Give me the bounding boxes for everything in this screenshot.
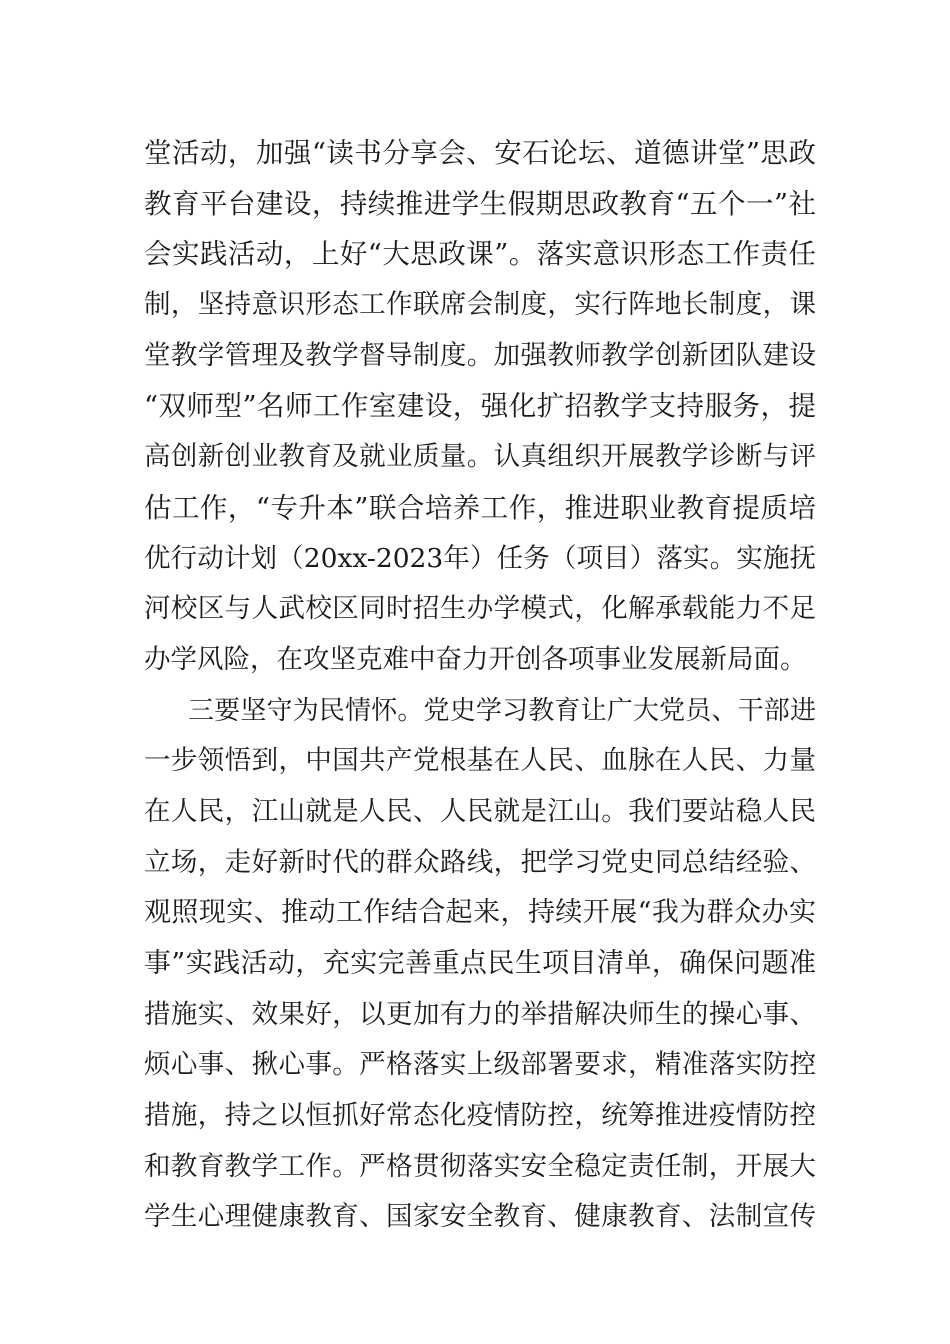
text-line: 措施，持之以恒抓好常态化疫情防控，统筹推进疫情防控 [144, 1100, 816, 1132]
paragraph-2 [144, 686, 816, 1244]
text-line: 措施实、效果好，以更加有力的举措解决师生的操心事、 [144, 998, 816, 1030]
text-line: 优行动计划（20xx-2023年）任务（项目）落实。实施抚 [144, 542, 816, 574]
text-line: 会实践活动，上好“大思政课”。落实意识形态工作责任 [144, 238, 816, 271]
body-text [144, 128, 816, 1243]
text-line: 高创新创业教育及就业质量。认真组织开展教学诊断与评 [144, 441, 816, 473]
text-line: 事”实践活动，充实完善重点民生项目清单，确保问题准 [144, 948, 816, 979]
text-line: 观照现实、推动工作结合起来，持续开展“我为群众办实 [144, 897, 816, 929]
text-line: “双师型”名师工作室建设，强化扩招教学支持服务，提 [144, 390, 816, 423]
paragraph-1 [144, 128, 816, 686]
text-line: 估工作，“专升本”联合培养工作，推进职业教育提质培 [144, 491, 816, 524]
text-line: 和教育教学工作。严格贯彻落实安全稳定责任制，开展大 [144, 1150, 816, 1182]
text-line: 在人民，江山就是人民、人民就是江山。我们要站稳人民 [144, 795, 816, 827]
text-line: 教育平台建设，持续推进学生假期思政教育“五个一”社 [144, 187, 816, 220]
text-line: 学生心理健康教育、国家安全教育、健康教育、法制宣传 [144, 1201, 816, 1233]
text-line: 堂活动，加强“读书分享会、安石论坛、道德讲堂”思政 [144, 137, 816, 169]
text-line: 一步领悟到，中国共产党根基在人民、血脉在人民、力量 [144, 745, 816, 777]
text-line: 办学风险，在攻坚克难中奋力开创各项事业发展新局面。 [144, 643, 807, 675]
text-line: 立场，走好新时代的群众路线，把学习党史同总结经验、 [144, 846, 816, 878]
text-line: 堂教学管理及教学督导制度。加强教师教学创新团队建设 [144, 339, 816, 371]
text-line: 制，坚持意识形态工作联席会制度，实行阵地长制度，课 [144, 289, 816, 321]
text-line: 河校区与人武校区同时招生办学模式，化解承载能力不足 [144, 593, 816, 625]
text-line: 三要坚守为民情怀。党史学习教育让广大党员、干部进 [188, 695, 816, 726]
text-line: 烦心事、揪心事。严格落实上级部署要求，精准落实防控 [144, 1049, 816, 1081]
